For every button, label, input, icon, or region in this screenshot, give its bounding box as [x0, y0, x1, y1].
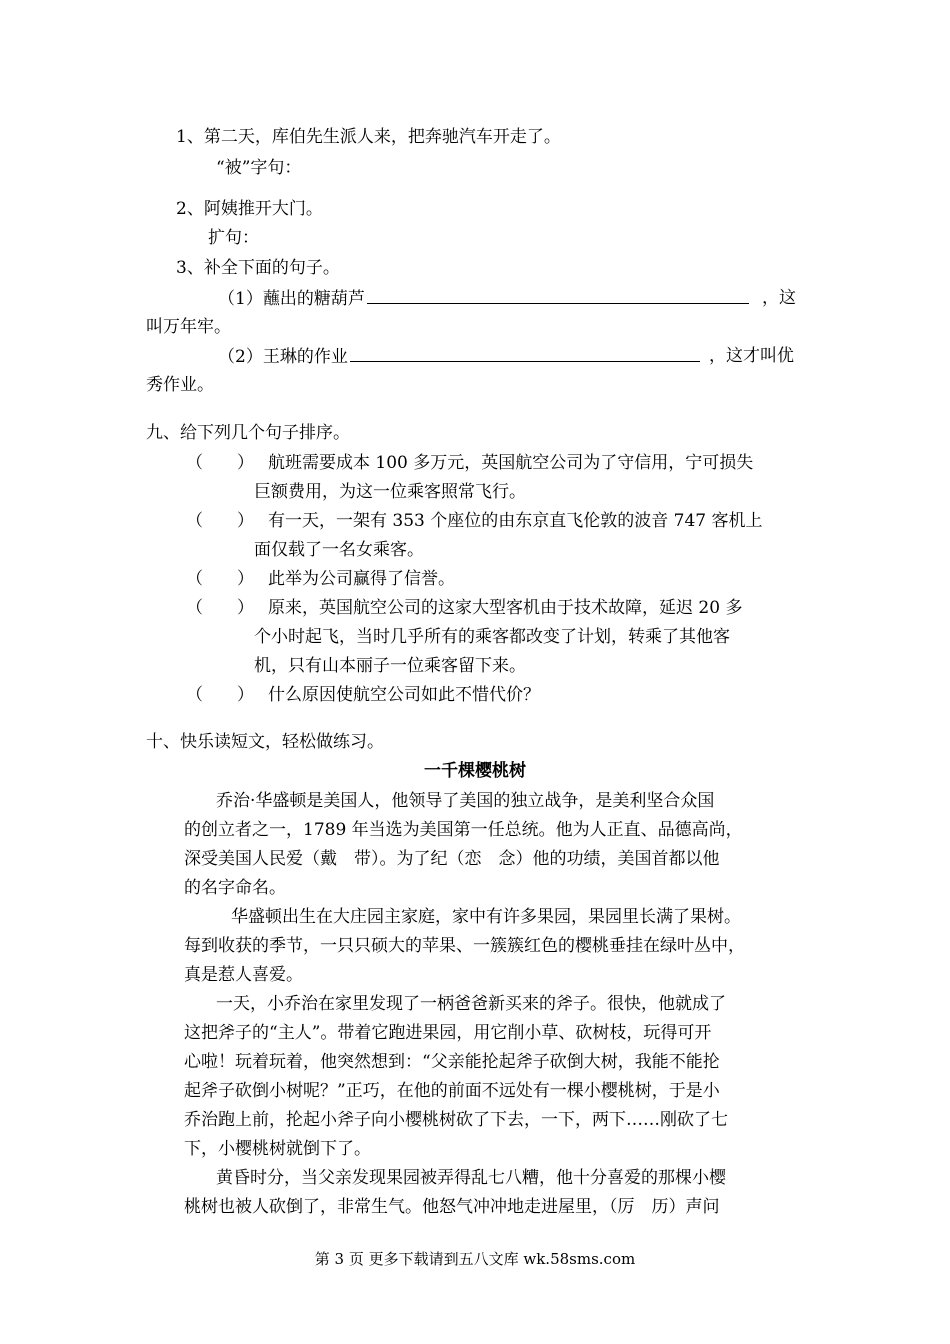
question-3-2-end: ，这才叫优 [709, 346, 794, 366]
section-9-heading: 九、给下列几个句子排序。 [146, 423, 350, 443]
article-line: 黄昏时分，当父亲发现果园被弄得乱七八糟，他十分喜爱的那棵小樱 [216, 1168, 726, 1188]
article-line: 一天，小乔治在家里发现了一柄爸爸新买来的斧子。很快，他就成了 [216, 994, 726, 1014]
order-item-1-line-2: 巨额费用，为这一位乘客照常飞行。 [254, 482, 526, 502]
article-line: 心啦！玩着玩着，他突然想到：“父亲能抡起斧子砍倒大树，我能不能抡 [184, 1052, 720, 1072]
order-blank-3[interactable]: （ ） [186, 569, 254, 589]
section-10-heading: 十、快乐读短文，轻松做练习。 [146, 732, 384, 752]
article-line: 起斧子砍倒小树呢？”正巧，在他的前面不远处有一棵小樱桃树，于是小 [184, 1081, 720, 1101]
answer-blank-3-1[interactable] [367, 287, 749, 304]
order-item-2-line-2: 面仅载了一名女乘客。 [254, 540, 424, 560]
article-line: 深受美国人民爱（戴 带）。为了纪（恋 念）他的功绩，美国首都以他 [184, 849, 720, 869]
order-item-4-line-1: 原来，英国航空公司的这家大型客机由于技术故障，延迟 20 多 [268, 598, 743, 618]
article-line: 乔治跑上前，抡起小斧子向小樱桃树砍了下去，一下，两下……刚砍了七 [184, 1110, 728, 1130]
question-3-2-cont: 秀作业。 [146, 375, 214, 395]
answer-blank-3-2[interactable] [350, 345, 700, 362]
question-3-2-start: （2）王琳的作业 [218, 347, 348, 367]
article-line: 乔治·华盛顿是美国人，他领导了美国的独立战争，是美利坚合众国 [216, 791, 715, 811]
order-item-5-line-1: 什么原因使航空公司如此不惜代价？ [268, 685, 540, 705]
question-3-1-cont: 叫万年牢。 [146, 317, 231, 337]
article-line: 桃树也被人砍倒了，非常生气。他怒气冲冲地走进屋里，（厉 历）声问 [184, 1197, 720, 1217]
article-line: 这把斧子的“主人”。带着它跑进果园，用它削小草、砍树枝，玩得可开 [184, 1023, 712, 1043]
question-3-1-end: ，这 [762, 288, 796, 308]
question-3: 3、补全下面的句子。 [176, 258, 340, 278]
article-title: 一千棵樱桃树 [424, 761, 526, 781]
article-line: 每到收获的季节，一只只硕大的苹果、一簇簇红色的樱桃垂挂在绿叶丛中， [184, 936, 745, 956]
article-line: 华盛顿出生在大庄园主家庭，家中有许多果园，果园里长满了果树。 [231, 907, 741, 927]
order-item-3-line-1: 此举为公司赢得了信誉。 [268, 569, 455, 589]
page-footer: 第 3 页 更多下载请到五八文库 wk.58sms.com [314, 1250, 636, 1268]
question-2: 2、阿姨推开大门。 [176, 199, 323, 219]
question-3-2 [218, 345, 700, 368]
question-2-prompt: 扩句： [208, 228, 259, 248]
order-blank-4[interactable]: （ ） [186, 598, 254, 618]
question-3-1-start: （1）蘸出的糖葫芦 [218, 289, 365, 309]
order-blank-5[interactable]: （ ） [186, 685, 254, 705]
order-item-4-line-2: 个小时起飞，当时几乎所有的乘客都改变了计划，转乘了其他客 [254, 627, 730, 647]
article-line: 的创立者之一，1789 年当选为美国第一任总统。他为人正直、品德高尚， [184, 820, 743, 840]
order-item-4-line-3: 机，只有山本丽子一位乘客留下来。 [254, 656, 526, 676]
article-line: 的名字命名。 [184, 878, 286, 898]
article-line: 下，小樱桃树就倒下了。 [184, 1139, 371, 1159]
order-item-1-line-1: 航班需要成本 100 多万元，英国航空公司为了守信用，宁可损失 [268, 453, 754, 473]
order-blank-2[interactable]: （ ） [186, 511, 254, 531]
order-item-2-line-1: 有一天，一架有 353 个座位的由东京直飞伦敦的波音 747 客机上 [268, 511, 763, 531]
question-1: 1、第二天，库伯先生派人来，把奔驰汽车开走了。 [176, 127, 561, 147]
article-line: 真是惹人喜爱。 [184, 965, 303, 985]
order-blank-1[interactable]: （ ） [186, 453, 254, 473]
question-1-prompt: “被”字句： [216, 158, 302, 178]
question-3-1 [218, 287, 749, 310]
